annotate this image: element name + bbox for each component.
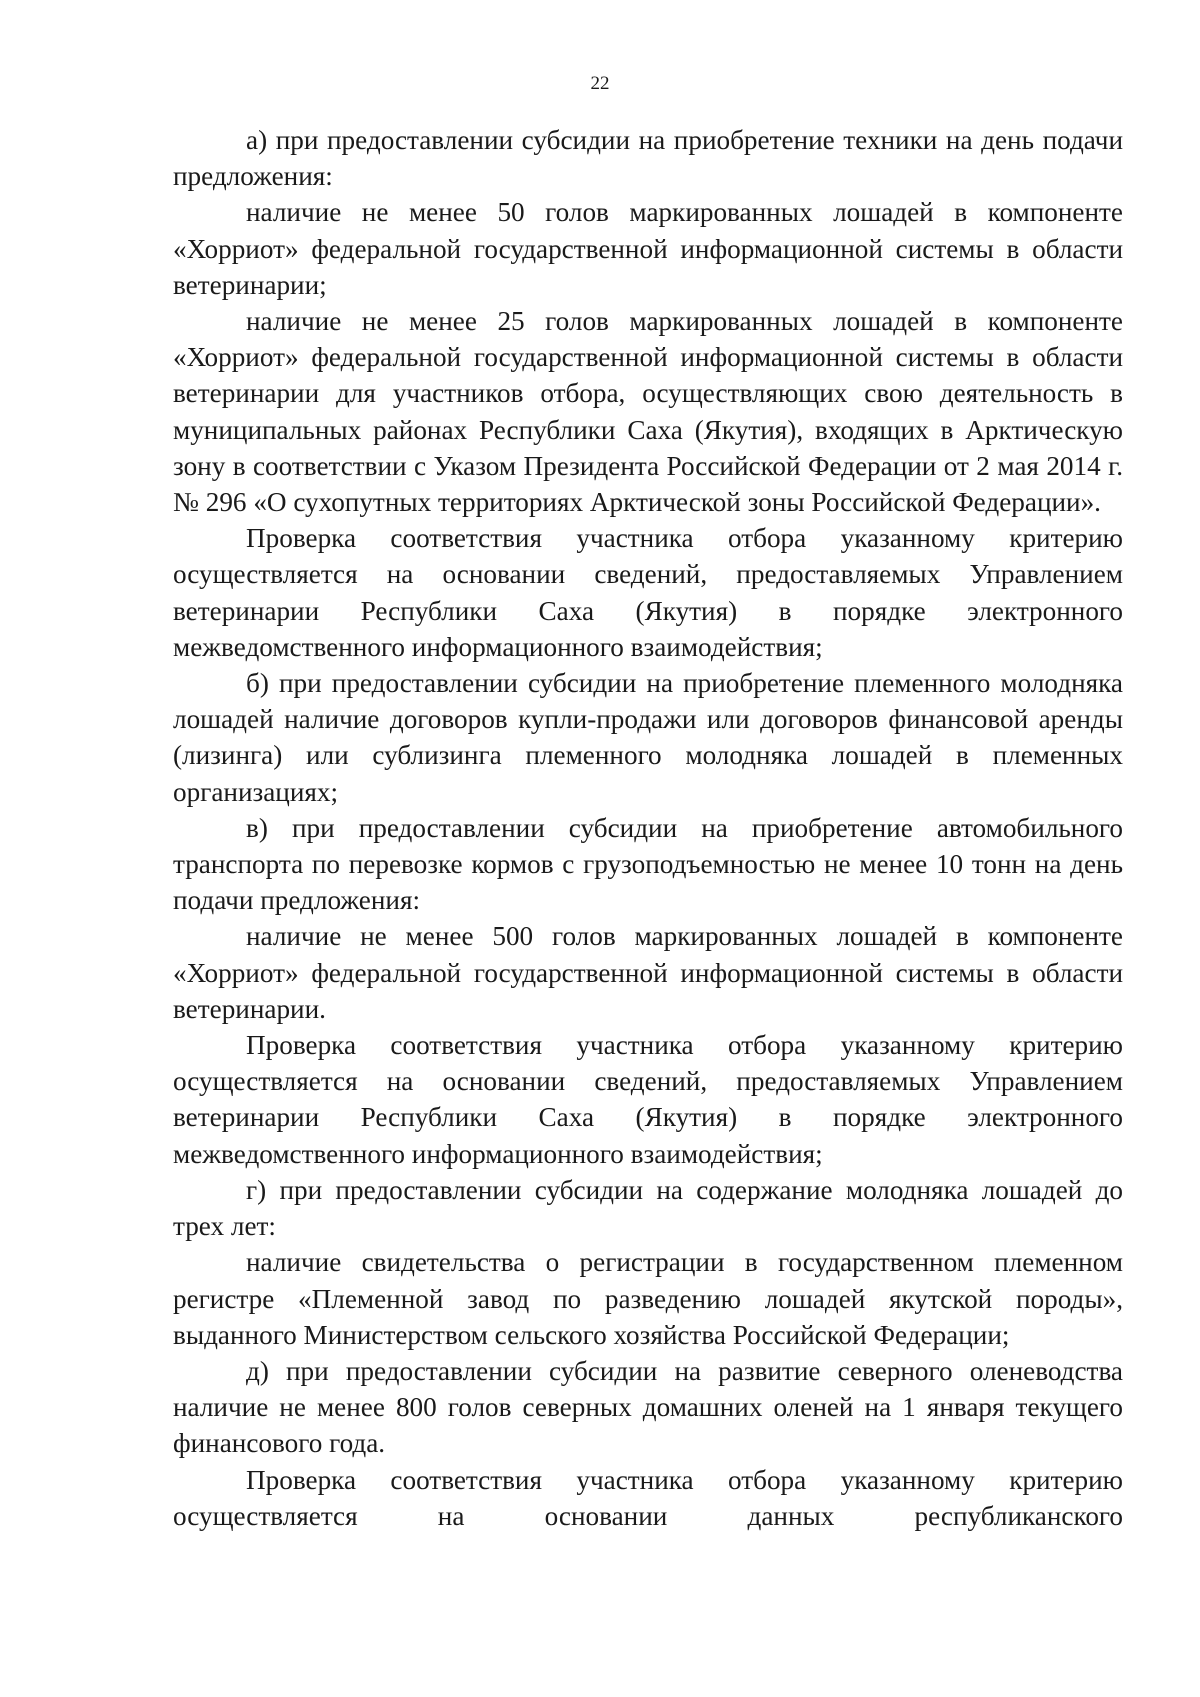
paragraph-d: д) при предоставлении субсидии на развитие северного оленеводства наличие не менее 800 голов северных домашних оленей на 1 января текущего финансового года.	[173, 1355, 1123, 1459]
paragraph-v-requirement-500: наличие не менее 500 голов маркированных лошадей в компоненте «Хорриот» федеральной государственной информационной системы в области ветеринарии.	[173, 921, 1123, 1024]
document-body	[173, 122, 1123, 1534]
paragraph-g-requirement: наличие свидетельства о регистрации в государственном племенном регистре «Племенной завод по разведению лошадей якутской породы», выданного Министерством сельского хозяйства Российской Федерации;	[173, 1247, 1123, 1350]
paragraph-verification-2: Проверка соответствия участника отбора указанному критерию осуществляется на основании сведений, предоставляемых Управлением ветеринарии Республики Саха (Якутия) в порядке электронного межведомственного информационного взаимодействия;	[173, 1030, 1123, 1169]
paragraph-verification-1: Проверка соответствия участника отбора указанному критерию осуществляется на основании сведений, предоставляемых Управлением ветеринарии Республики Саха (Якутия) в порядке электронного межведомственного информационного взаимодействия;	[173, 523, 1123, 662]
paragraph-verification-3: Проверка соответствия участника отбора указанному критерию осуществляется на основании данных республиканского	[173, 1464, 1123, 1531]
paragraph-a-requirement-25: наличие не менее 25 голов маркированных лошадей в компоненте «Хорриот» федеральной государственной информационной системы в области ветеринарии для участников отбора, осуществляющих свою деятельность в муниципальных районах Республики Саха (Якутия), входящих в Арктическую зону в соответствии с Указом Президента Российской Федерации от 2 мая 2014 г. № 296 «О сухопутных территориях Арктической зоны Российской Федерации».	[173, 306, 1123, 518]
paragraph-g: г) при предоставлении субсидии на содержание молодняка лошадей до трех лет:	[173, 1174, 1123, 1242]
page-number: 22	[590, 73, 610, 94]
paragraph-a-requirement-50: наличие не менее 50 голов маркированных лошадей в компоненте «Хорриот» федеральной государственной информационной системы в области ветеринарии;	[173, 197, 1123, 300]
paragraph-v: в) при предоставлении субсидии на приобретение автомобильного транспорта по перевозке кормов с грузоподъемностью не менее 10 тонн на день подачи предложения:	[173, 812, 1123, 916]
paragraph-b: б) при предоставлении субсидии на приобретение племенного молодняка лошадей наличие договоров купли-продажи или договоров финансовой аренды (лизинга) или сублизинга племенного молодняка лошадей в племенных организациях;	[173, 668, 1123, 807]
paragraph-a: а) при предоставлении субсидии на приобретение техники на день подачи предложения:	[173, 125, 1123, 192]
